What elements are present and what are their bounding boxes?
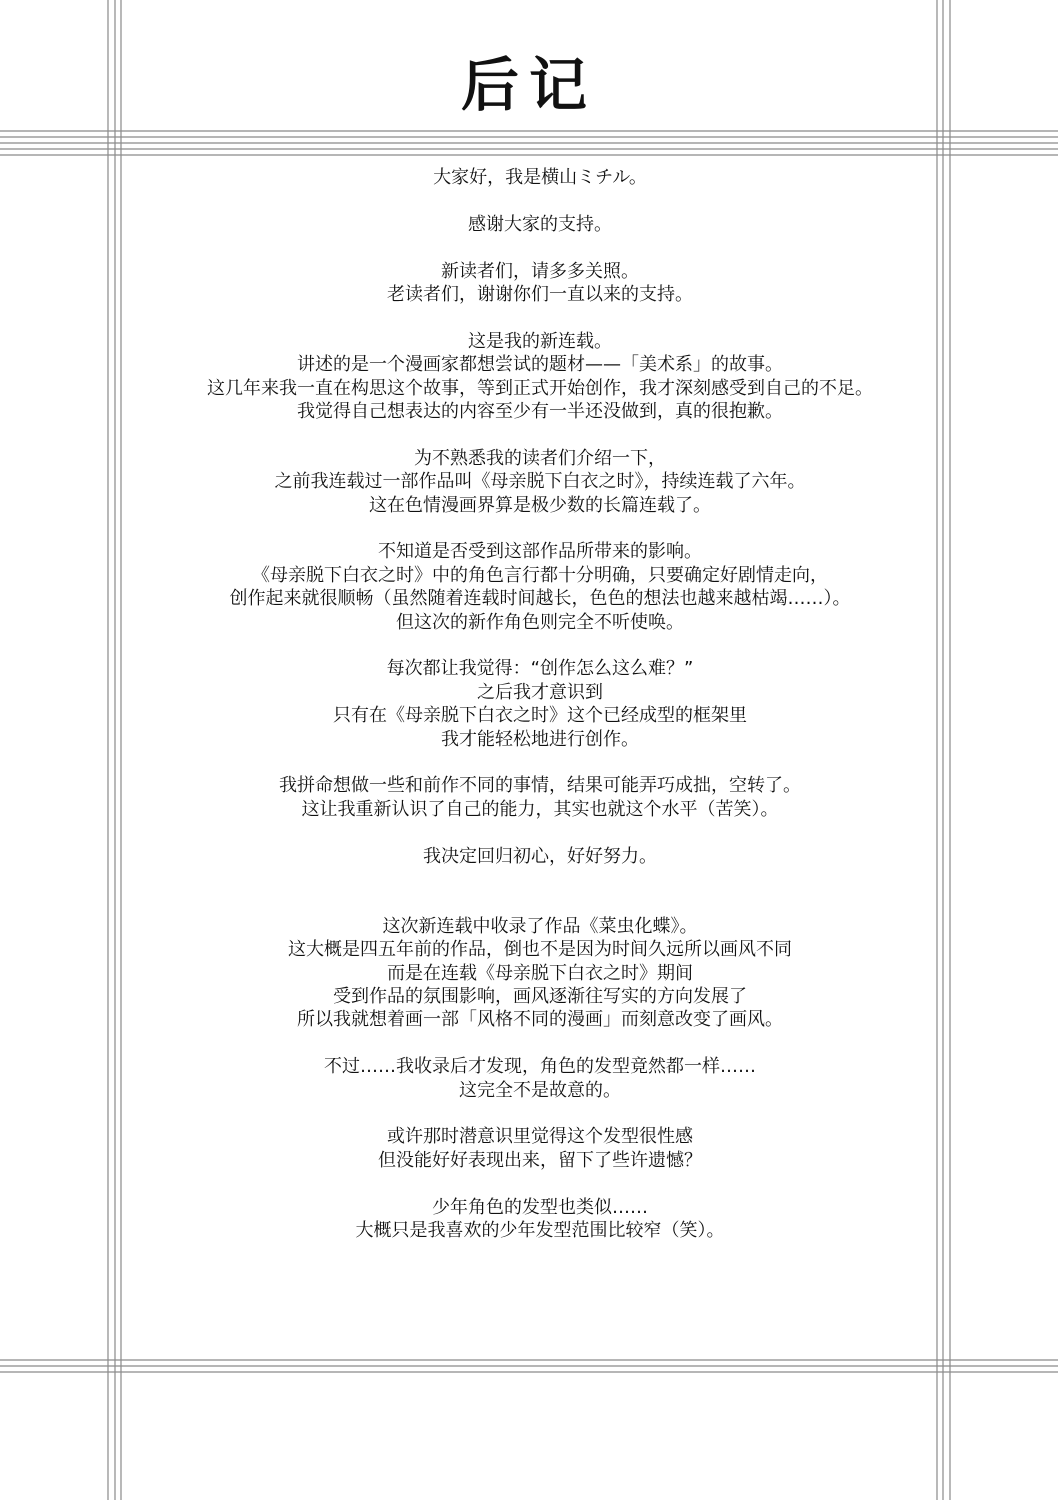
paragraph-hairstyle xyxy=(140,1055,940,1102)
text-line: 创作起来就很顺畅（虽然随着连载时间越长，色色的想法也越来越枯竭……）。 xyxy=(229,588,851,610)
text-line: 讲述的是一个漫画家都想尝试的题材——「美术系」的故事。 xyxy=(297,354,783,376)
paragraph-included-work xyxy=(140,915,940,1032)
text-line: 少年角色的发型也类似…… xyxy=(432,1196,648,1218)
text-line: 感谢大家的支持。 xyxy=(468,213,612,235)
paragraph-greeting xyxy=(140,166,940,189)
paragraph-difficulty xyxy=(140,657,940,751)
text-line: 我觉得自己想表达的内容至少有一半还没做到，真的很抱歉。 xyxy=(297,401,783,423)
paragraph-new-series xyxy=(140,330,940,424)
text-line: 但没能好好表现出来，留下了些许遗憾？ xyxy=(378,1149,702,1171)
text-line: 但这次的新作角色则完全不听使唤。 xyxy=(396,611,684,633)
paragraph-readers xyxy=(140,260,940,307)
afterword-body xyxy=(140,166,940,1243)
text-line: 我决定回归初心，好好努力。 xyxy=(423,845,657,867)
text-line: 这让我重新认识了自己的能力，其实也就这个水平（苦笑）。 xyxy=(301,798,779,820)
text-line: 而是在连载《母亲脱下白衣之时》期间 xyxy=(387,962,693,984)
text-line: 老读者们，谢谢你们一直以来的支持。 xyxy=(387,284,693,305)
text-line: 这几年来我一直在构思这个故事，等到正式开始创作，我才深刻感受到自己的不足。 xyxy=(207,377,873,399)
text-line: 这完全不是故意的。 xyxy=(459,1079,621,1101)
text-line: 不知道是否受到这部作品所带来的影响。 xyxy=(378,541,702,563)
text-line: 大概只是我喜欢的少年发型范围比较窄（笑）。 xyxy=(355,1220,725,1242)
text-line: 这大概是四五年前的作品，倒也不是因为时间久远所以画风不同 xyxy=(288,939,792,961)
paragraph-attempt xyxy=(140,774,940,821)
paragraph-influence xyxy=(140,540,940,634)
page-title: 后记 xyxy=(460,51,597,119)
text-line: 之前我连载过一部作品叫《母亲脱下白衣之时》，持续连载了六年。 xyxy=(274,471,806,493)
text-line: 之后我才意识到 xyxy=(477,681,603,703)
paragraph-boy-hairstyle xyxy=(140,1196,940,1243)
text-line: 我拼命想做一些和前作不同的事情，结果可能弄巧成拙，空转了。 xyxy=(279,775,801,797)
text-line: 我才能轻松地进行创作。 xyxy=(441,728,639,750)
paragraph-previous-work xyxy=(140,447,940,517)
text-line: 每次都让我觉得：“创作怎么这么难？” xyxy=(386,658,694,680)
paragraph-thanks xyxy=(140,213,940,236)
text-line: 这在色情漫画界算是极少数的长篇连载了。 xyxy=(369,494,711,516)
text-line: 受到作品的氛围影响，画风逐渐往写实的方向发展了 xyxy=(333,986,747,1008)
text-line: 只有在《母亲脱下白衣之时》这个已经成型的框架里 xyxy=(333,705,747,727)
text-line: 为不熟悉我的读者们介绍一下， xyxy=(414,447,666,469)
text-line: 新读者们，请多多关照。 xyxy=(441,260,639,282)
text-line: 不过……我收录后才发现，角色的发型竟然都一样…… xyxy=(324,1056,756,1078)
text-line: 这次新连载中收录了作品《菜虫化蝶》。 xyxy=(382,915,698,937)
paragraph-resolve xyxy=(140,845,940,868)
text-line: 或许那时潜意识里觉得这个发型很性感 xyxy=(387,1126,693,1148)
text-line: 所以我就想着画一部「风格不同的漫画」而刻意改变了画风。 xyxy=(297,1009,783,1031)
text-line: 这是我的新连载。 xyxy=(468,330,612,352)
text-line: 大家好，我是横山ミチル。 xyxy=(433,167,647,188)
paragraph-subconscious xyxy=(140,1125,940,1172)
text-line: 《母亲脱下白衣之时》中的角色言行都十分明确，只要确定好剧情走向， xyxy=(252,564,828,586)
